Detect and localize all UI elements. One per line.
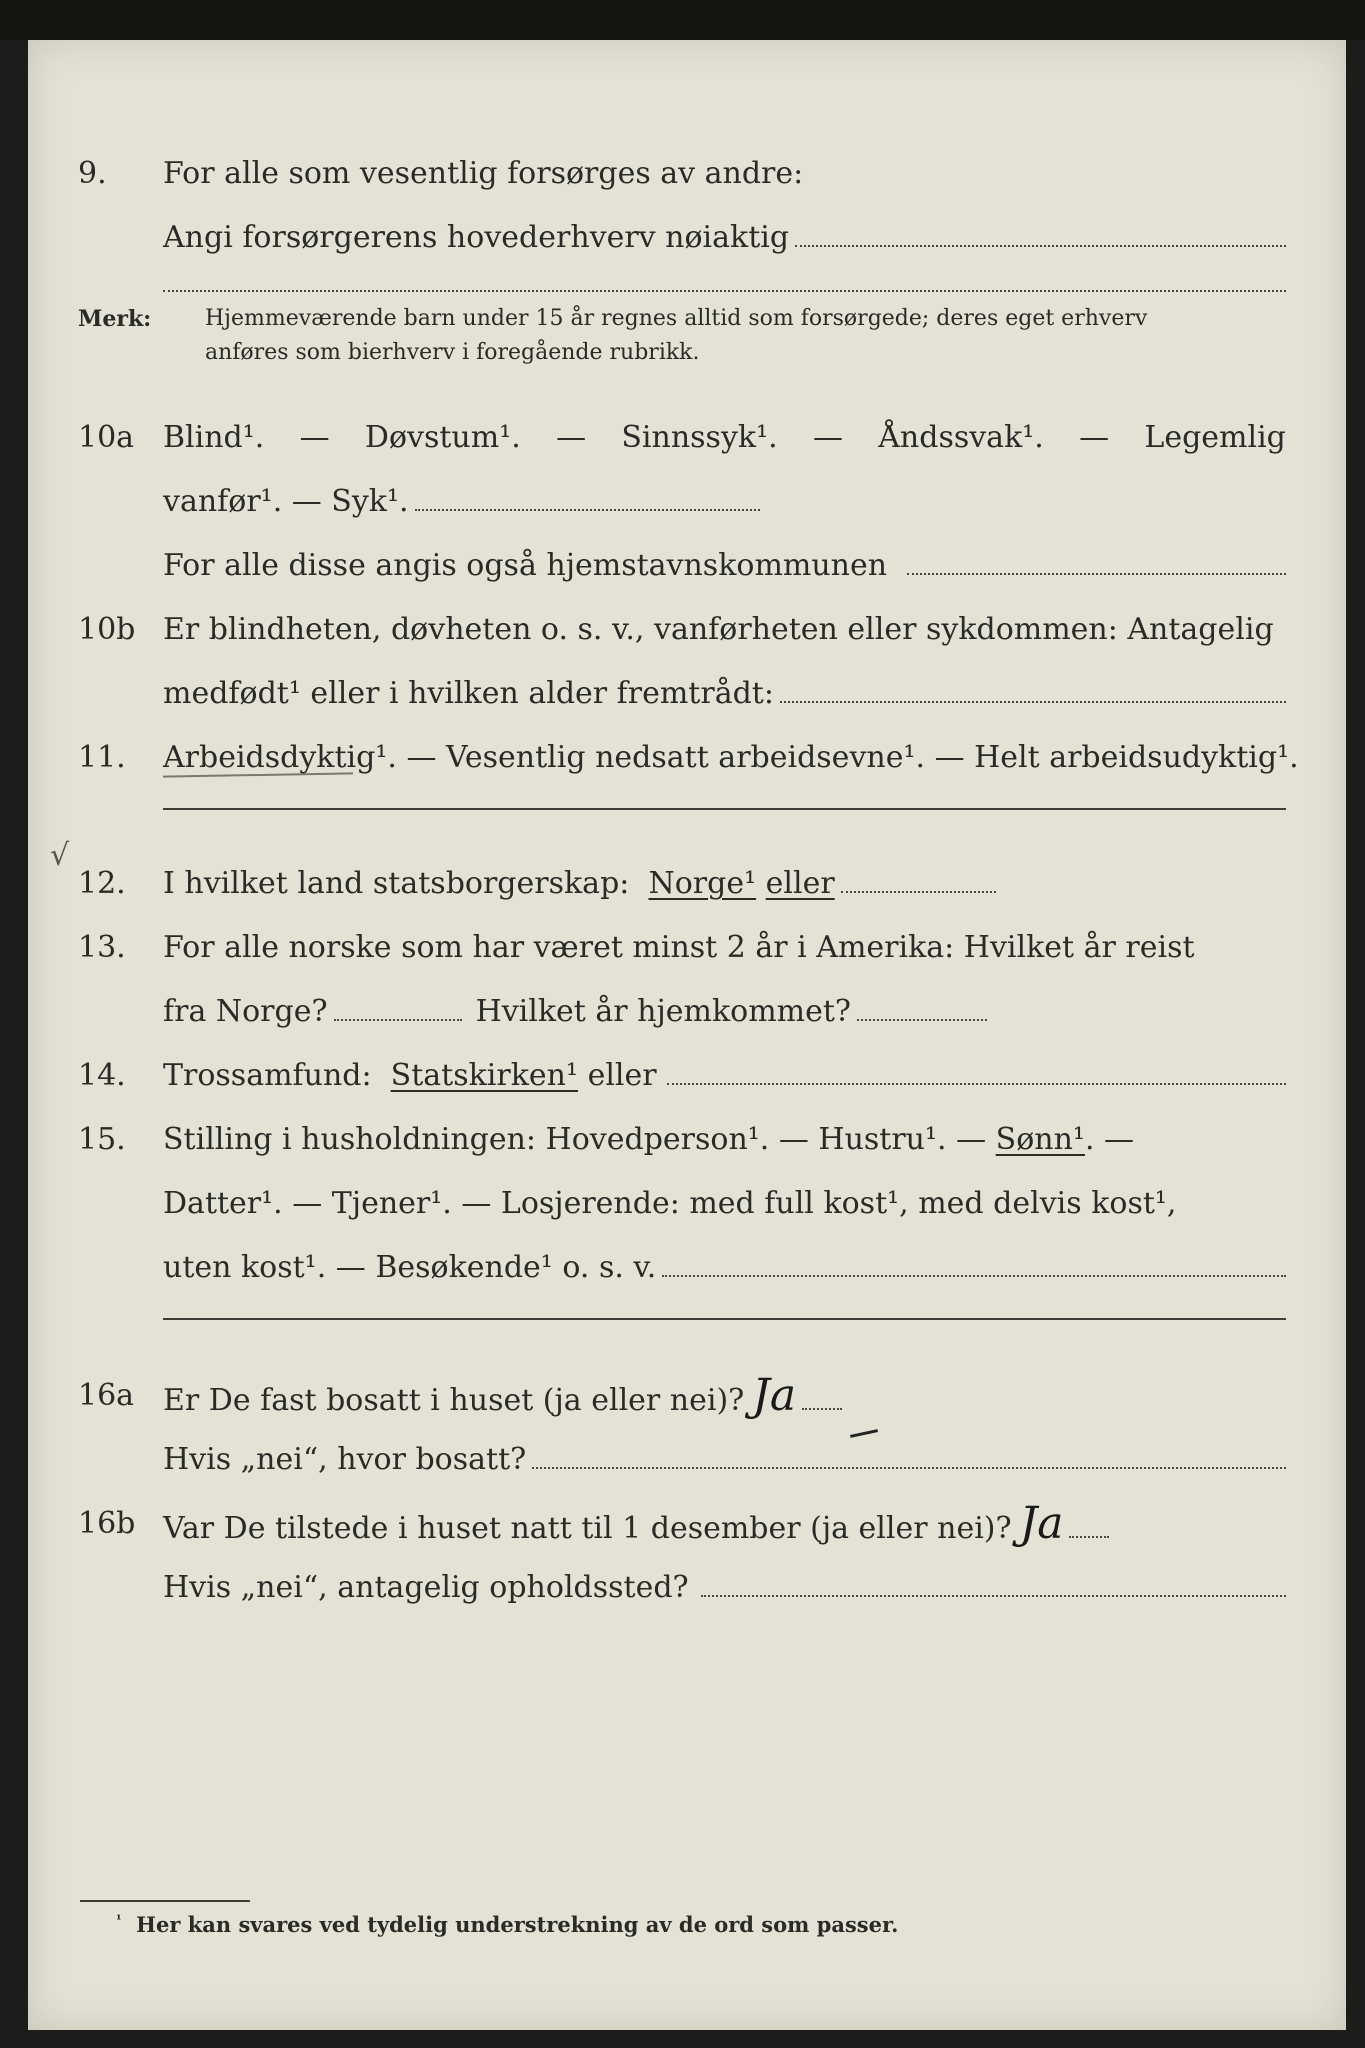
separator: — (556, 420, 587, 455)
q16b-line1 (28, 1498, 1346, 1549)
q10b-number: 10b (78, 612, 136, 647)
handwritten-answer-ja[interactable]: Ja (752, 1370, 797, 1421)
q10a-line1 (28, 416, 1346, 460)
q13-emigrated-prompt: fra Norge? (163, 994, 328, 1029)
q9-answer-field[interactable] (795, 244, 1286, 247)
q13-line1 (28, 926, 1346, 970)
q10a-answer-field[interactable] (415, 508, 760, 511)
q15-options[interactable]: Datter¹. — Tjener¹. — Losjerende: med full kost¹, med delvis kost¹, (163, 1186, 1177, 1221)
margin-check-mark: √ (50, 838, 70, 873)
q13-returned-prompt: Hvilket år hjemkommet? (475, 994, 852, 1029)
q16a-prompt: Er De fast bosatt i huset (ja eller nei)? (163, 1383, 745, 1418)
option-dovstum[interactable]: Døvstum¹. (364, 420, 521, 455)
q16a-line2 (28, 1438, 1346, 1482)
q13-number: 13. (78, 930, 126, 965)
q16b-answer-field[interactable] (1069, 1535, 1109, 1538)
q16b-where-prompt: Hvis „nei“, antagelig opholdssted? (163, 1570, 689, 1605)
q15-number: 15. (78, 1122, 126, 1157)
option-legemlig[interactable]: Legemlig (1144, 420, 1286, 455)
q10b-prompt: medfødt¹ eller i hvilken alder fremtrådt: (163, 676, 774, 711)
footnote (116, 1912, 898, 1937)
footnote-rule (80, 1900, 250, 1902)
separator: — (1079, 420, 1110, 455)
q9-line2 (28, 216, 1346, 260)
q10a-home-municipality-prompt: For alle disse angis også hjemstavnskommunen (163, 548, 888, 583)
q12-number: 12. (78, 866, 126, 901)
q10b-line2 (28, 672, 1346, 716)
q9-line1 (28, 152, 1346, 196)
q10a-line2 (28, 480, 1346, 524)
q10a-number: 10a (78, 420, 135, 455)
separator: — (812, 420, 843, 455)
q15-text-b: . — (1084, 1122, 1135, 1157)
section-divider (163, 808, 1286, 810)
scan-border (0, 0, 1365, 40)
q9-answer-field-2[interactable] (163, 290, 1286, 292)
q15-text-a: Stilling i husholdningen: Hovedperson¹. — Hustru¹. — (163, 1122, 987, 1157)
q10a-line3 (28, 544, 1346, 588)
q15-line2 (28, 1182, 1346, 1226)
handwritten-answer-ja[interactable]: Ja (1019, 1498, 1064, 1549)
q10b-answer-field[interactable] (780, 700, 1286, 703)
option-andssvak[interactable]: Åndssvak¹. (878, 420, 1044, 455)
q16a-line1 (28, 1370, 1346, 1421)
q13-line2 (28, 990, 1346, 1034)
q9-prompt: Angi forsørgerens hovederhverv nøiaktig (163, 220, 790, 255)
merk-line2: anføres som bierhverv i foregående rubrikk. (205, 340, 700, 365)
footnote-text: Her kan svares ved tydelig understrekning av de ord som passer. (136, 1912, 899, 1937)
q14-prompt: Trossamfund: (163, 1058, 372, 1093)
option-sonn-underlined[interactable]: Sønn¹ (995, 1122, 1085, 1157)
footnote-mark: ¹ (116, 1912, 122, 1927)
q12-eller: eller (765, 866, 835, 901)
handwritten-dash (850, 1429, 878, 1438)
q16b-where-field[interactable] (701, 1594, 1286, 1597)
merk-label: Merk: (78, 306, 152, 332)
q10b-line1 (28, 608, 1346, 652)
merk-line1: Hjemmeværende barn under 15 år regnes alltid som forsørgede; deres eget erhverv (205, 306, 1148, 331)
q16b-line2 (28, 1566, 1346, 1610)
returned-year-field[interactable] (857, 1018, 987, 1021)
q11-options[interactable]: Arbeidsdyktig¹. — Vesentlig nedsatt arbeidsevne¹. — Helt arbeidsudyktig¹. (163, 740, 1299, 775)
q9-number: 9. (78, 156, 107, 191)
q15-answer-field[interactable] (662, 1274, 1286, 1277)
q12-prompt: I hvilket land statsborgerskap: (163, 866, 630, 901)
option-statskirken-underlined[interactable]: Statskirken¹ (390, 1058, 579, 1093)
q15-line3 (28, 1246, 1346, 1290)
q14-answer-field[interactable] (667, 1082, 1286, 1085)
q16a-number: 16a (78, 1378, 135, 1413)
census-form-page (28, 40, 1346, 2030)
option-sinnssyk[interactable]: Sinnssyk¹. (621, 420, 778, 455)
q15-line1 (28, 1118, 1346, 1162)
q13-text: For alle norske som har været minst 2 år i Amerika: Hvilket år reist (163, 930, 1195, 965)
q16b-number: 16b (78, 1506, 136, 1541)
q9-text: For alle som vesentlig forsørges av andre: (163, 156, 804, 191)
q16a-where-field[interactable] (532, 1466, 1286, 1469)
merk-note (28, 302, 1346, 382)
q16b-prompt: Var De tilstede i huset natt til 1 desember (ja eller nei)? (163, 1511, 1012, 1546)
option-norge-underlined[interactable]: Norge¹ (648, 866, 757, 901)
q10b-text: Er blindheten, døvheten o. s. v., vanførheten eller sykdommen: Antagelig (163, 612, 1274, 647)
q14-number: 14. (78, 1058, 126, 1093)
q14-eller: eller (587, 1058, 657, 1093)
q11-line1 (28, 736, 1346, 780)
q15-options-2[interactable]: uten kost¹. — Besøkende¹ o. s. v. (163, 1250, 657, 1285)
option-blind[interactable]: Blind¹. (163, 420, 265, 455)
q14-line1 (28, 1054, 1346, 1098)
q11-number: 11. (78, 740, 126, 775)
home-municipality-field[interactable] (907, 572, 1286, 575)
q16a-where-prompt: Hvis „nei“, hvor bosatt? (163, 1442, 527, 1477)
separator: — (299, 420, 330, 455)
q16a-answer-field[interactable] (802, 1407, 842, 1410)
emigrated-year-field[interactable] (334, 1018, 462, 1021)
q12-line1 (28, 862, 1346, 906)
option-vanfor-syk[interactable]: vanfør¹. — Syk¹. (163, 484, 409, 519)
q12-answer-field[interactable] (841, 890, 996, 893)
section-divider (163, 1318, 1286, 1320)
